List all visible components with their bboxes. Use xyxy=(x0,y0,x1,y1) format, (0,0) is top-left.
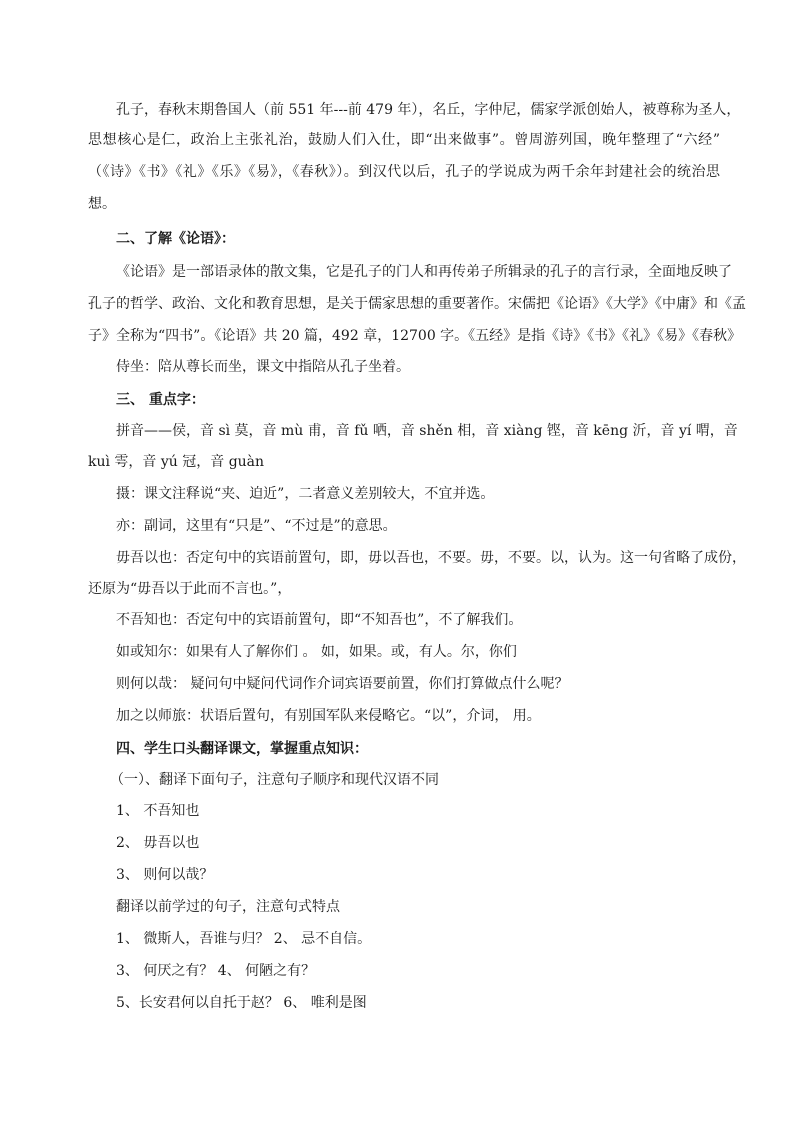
pinyin-line-2: kuì 雩，音 yú 冠，音 guàn xyxy=(88,454,265,470)
intro-line-4: 想。 xyxy=(88,196,116,212)
exercise-item-2: 2、 毋吾以也 xyxy=(116,835,200,851)
exercise-item-1: 1、 不吾知也 xyxy=(116,803,200,819)
note-wu-wu-yi-ye-cont: 还原为“毋吾以于此而不言也。”， xyxy=(88,581,292,597)
note-yi: 亦：副词，这里有“只是”、“不过是”的意思。 xyxy=(116,518,397,534)
note-jia-zhi-yi-shi-lv: 加之以师旅：状语后置句，有别国军队来侵略它。“以”，介词， 用。 xyxy=(116,708,541,724)
review-item-1-2: 1、 微斯人，吾谁与归？ 2、 忌不自信。 xyxy=(116,931,372,947)
section2-body-line-3: 子》全称为“四书”。《论语》共 20 篇，492 章，12700 字。《五经》是指《诗》《书》《礼》《易》《春秋》 xyxy=(88,328,742,344)
note-wu-wu-yi-ye: 毋吾以也：否定句中的宾语前置句，即，毋以吾也，不要。毋，不要。以，认为。这一句省略了成份， xyxy=(116,550,746,566)
section2-body-line-2: 孔子的哲学、政治、文化和教育思想，是关于儒家思想的重要著作。宋儒把《论语》《大学》《中庸》和《孟 xyxy=(88,296,746,312)
intro-line-2: 思想核心是仁，政治上主张礼治，鼓励人们入仕，即“出来做事”。曾周游列国，晚年整理了“六经” xyxy=(88,132,720,148)
intro-line-1: 孔子，春秋末期鲁国人（前 551 年---前 479 年），名丘，字仲尼，儒家学派创始人，被尊称为圣人， xyxy=(116,102,741,118)
review-item-3-4: 3、 何厌之有？ 4、 何陋之有？ xyxy=(116,963,316,979)
note-ru-huo-zhi-er: 如或知尔：如果有人了解你们 。 如，如果。或，有人。尔，你们 xyxy=(116,644,517,660)
note-ze-he-yi-zai: 则何以哉： 疑问句中疑问代词作介词宾语要前置，你们打算做点什么呢？ xyxy=(116,676,569,692)
exercise-item-3: 3、 则何以哉？ xyxy=(116,867,214,883)
pinyin-line-1: 拼音——侯，音 sì 莫，音 mù 甫，音 fǔ 哂，音 shěn 相，音 xiàng 铿，音 kēng 沂，音 yí 喟，音 xyxy=(116,423,738,439)
intro-line-3: （《诗》《书》《礼》《乐》《易》，《春秋》）。到汉代以后，孔子的学说成为两千余年封建社会的统治思 xyxy=(88,164,720,180)
section2-note: 侍坐：陪从尊长而坐，课文中指陪从孔子坐着。 xyxy=(116,359,410,375)
section4-subheading-1: （一）、翻译下面句子，注意句子顺序和现代汉语不同 xyxy=(110,772,439,788)
section2-body-line-1: 《论语》是一部语录体的散文集，它是孔子的门人和再传弟子所辑录的孔子的言行录，全面地反映了 xyxy=(116,264,732,280)
section2-heading: 二、了解《论语》： xyxy=(116,231,235,247)
section3-heading: 三、 重点字： xyxy=(116,392,205,408)
review-item-5-6: 5、长安君何以自托于赵？ 6、 唯利是图 xyxy=(116,995,367,1011)
note-bu-wu-zhi-ye: 不吾知也：否定句中的宾语前置句，即“不知吾也”，不了解我们。 xyxy=(116,612,523,628)
note-she: 摄：课文注释说“夹、迫近”，二者意义差别较大，不宜并选。 xyxy=(116,486,495,502)
section4-subheading-2: 翻译以前学过的句子，注意句式特点 xyxy=(116,899,340,915)
section4-heading: 四、学生口头翻译课文，掌握重点知识： xyxy=(116,741,368,757)
